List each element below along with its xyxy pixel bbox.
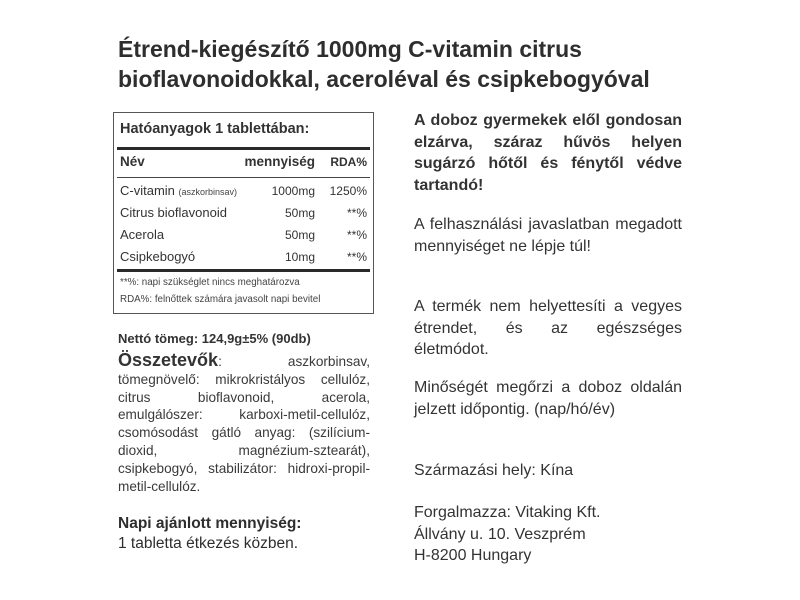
ingredient-amount: 10mg: [284, 250, 315, 264]
daily-dose-text: 1 tabletta étkezés közben.: [118, 535, 299, 552]
ingredient-name: Citrus bioflavonoid: [120, 205, 227, 220]
best-before-notice: Minőségét megőrzi a doboz oldalán jelzett időpontig. (nap/hó/év): [414, 379, 682, 418]
table-row: [120, 227, 367, 247]
ingredient-note: (aszkorbinsav): [178, 187, 238, 197]
distributor-address: [414, 502, 682, 567]
dose-warning: A felhasználási javaslatban megadott mennyiséget ne lépje túl!: [414, 216, 682, 255]
product-title: [118, 34, 718, 94]
origin: Származási hely: Kína: [414, 462, 574, 479]
column-header-name: Név: [120, 154, 145, 169]
ingredient-amount: 50mg: [284, 228, 315, 242]
diet-notice: A termék nem helyettesíti a vegyes étrendet, és az egészséges életmódot.: [414, 298, 682, 358]
ingredient-rda: **%: [346, 250, 367, 264]
nutrition-table-title: Hatóanyagok 1 tablettában:: [120, 121, 310, 137]
divider: [117, 177, 370, 178]
table-header-row: [120, 154, 367, 174]
column-header-rda: RDA%: [330, 155, 367, 169]
ingredients-label: Összetevők: [118, 350, 219, 370]
product-title-line-2: bioflavonoidokkal, aceroléval és csipkebogyóval: [118, 66, 650, 92]
table-row: [120, 249, 367, 269]
footnote-rda: RDA%: felnőttek számára javasolt napi bevitel: [120, 294, 321, 305]
ingredient-name: C-vitamin: [120, 183, 175, 198]
divider: [117, 269, 370, 272]
daily-dose-section: [118, 514, 378, 554]
storage-warning: A doboz gyermekek elől gondosan elzárva, száraz hűvös helyen sugárzó hőtől és fénytől védve tartandó!: [414, 112, 682, 194]
ingredient-name: Csipkebogyó: [120, 249, 196, 264]
daily-dose-label: Napi ajánlott mennyiség:: [118, 515, 302, 532]
ingredient-amount: 1000mg: [271, 184, 315, 198]
footnote-unspecified: **%: napi szükséglet nincs meghatározva: [120, 277, 300, 288]
net-weight: Nettó tömeg: 124,9g±5% (90db): [118, 331, 311, 346]
distributor-street: Állvány u. 10. Veszprém: [414, 525, 586, 543]
product-title-line-1: Étrend-kiegészítő 1000mg C-vitamin citrus: [118, 36, 582, 62]
distributor-postcode: H-8200 Hungary: [414, 547, 532, 564]
divider: [117, 147, 370, 150]
distributor-name: Forgalmazza: Vitaking Kft.: [414, 504, 601, 521]
table-row: [120, 205, 367, 225]
ingredient-rda: **%: [346, 228, 367, 242]
ingredient-amount: 50mg: [284, 206, 315, 220]
nutrition-table: [113, 112, 374, 314]
ingredients-text: : aszkorbinsav, tömegnövelő: mikrokristályos cellulóz, citrus bioflavonoid, acerola, emulgálószer: karboxi-metil-cellulóz, csomósodást gátló anyag: (szilícium-dioxid, magnézium-sztearát), csipkebogyó, stabilizátor: hidroxi-propil-metil-cellulóz.: [118, 354, 370, 494]
ingredients-section: [118, 352, 370, 495]
ingredient-rda: **%: [346, 206, 367, 220]
column-header-amount: mennyiség: [244, 154, 315, 169]
ingredient-name: Acerola: [120, 227, 165, 242]
ingredient-rda: 1250%: [329, 184, 367, 198]
table-row: [120, 183, 367, 203]
